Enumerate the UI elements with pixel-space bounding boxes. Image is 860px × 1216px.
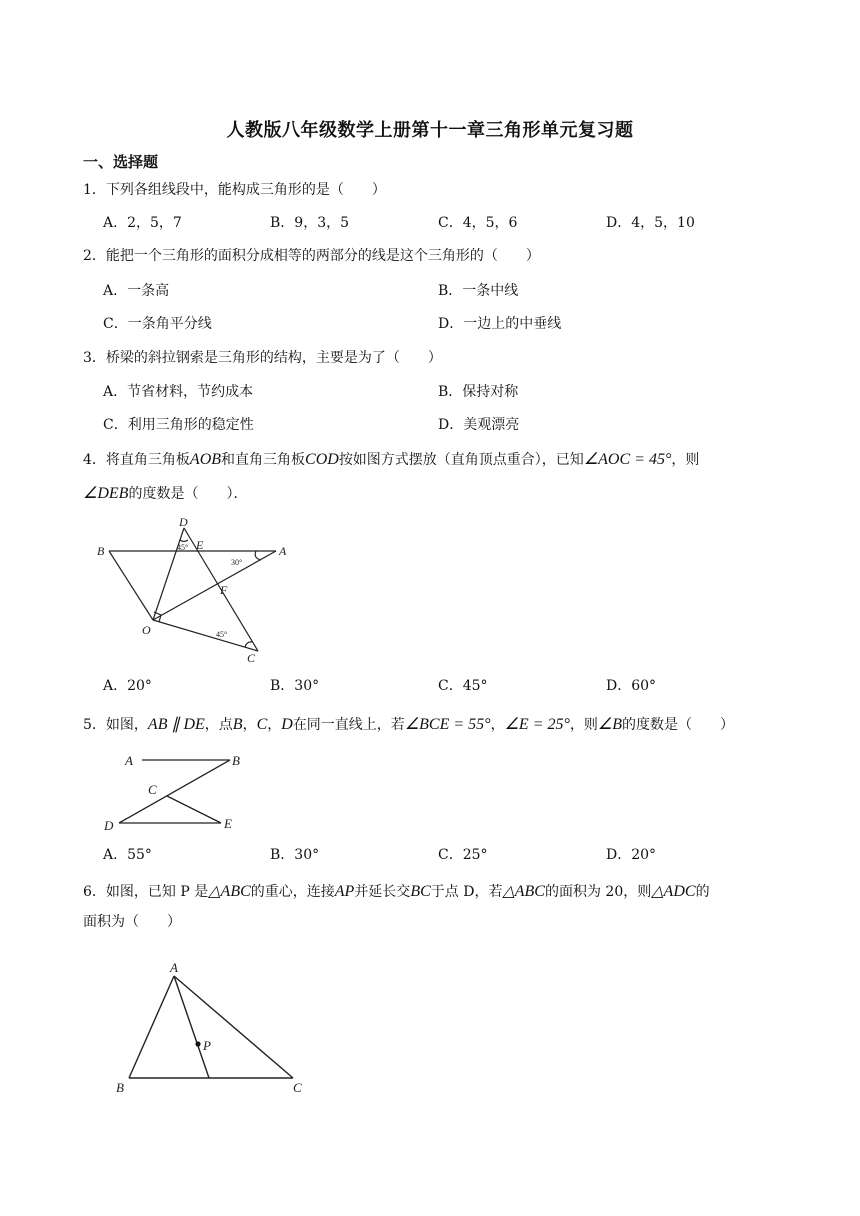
page-title: 人教版八年级数学上册第十一章三角形单元复习题 bbox=[226, 120, 634, 141]
q4-segment-oa bbox=[153, 551, 276, 620]
q5-label-b: B bbox=[232, 753, 240, 768]
question-2-option-a[interactable]: A．一条高 bbox=[103, 283, 170, 299]
q5-label-c: C bbox=[148, 782, 157, 797]
q6-label-p: P bbox=[203, 1038, 211, 1053]
q4-angle-arc-c bbox=[245, 642, 252, 647]
q4-label-c: C bbox=[247, 651, 256, 665]
q6-label-a: A bbox=[170, 960, 178, 975]
q4-angle-label-d: 45° bbox=[177, 543, 189, 552]
question-1-option-a[interactable]: A．2，5，7 bbox=[103, 215, 182, 231]
q5-label-d: D bbox=[104, 818, 114, 833]
question-2-option-d[interactable]: D．一边上的中垂线 bbox=[438, 316, 562, 332]
question-3-option-c[interactable]: C．利用三角形的稳定性 bbox=[103, 417, 254, 433]
question-6-stem: 6．如图，已知 P 是△ABC的重心，连接AP并延长交BC于点 D，若△ABC的面积为 20，则△ADC的 bbox=[83, 883, 710, 900]
q4-label-e: E bbox=[196, 538, 204, 552]
question-5-stem: 5．如图，AB ∥ DE，点B，C，D在同一直线上，若∠BCE = 55°，∠E = 25°，则∠B的度数是（ ） bbox=[83, 716, 735, 733]
question-1-option-d[interactable]: D．4，5，10 bbox=[606, 215, 695, 231]
question-3-option-a[interactable]: A．节省材料，节约成本 bbox=[103, 384, 254, 400]
question-1-option-c[interactable]: C．4，5，6 bbox=[438, 215, 518, 231]
question-5-option-d[interactable]: D．20° bbox=[606, 847, 657, 863]
question-6-stem-line2: 面积为（ ） bbox=[83, 914, 181, 930]
question-4-option-a[interactable]: A．20° bbox=[103, 678, 152, 694]
question-5-option-a[interactable]: A．55° bbox=[103, 847, 152, 863]
question-4-option-c[interactable]: C．45° bbox=[438, 678, 488, 694]
question-4-stem-line2: ∠DEB的度数是（ ）． bbox=[83, 485, 248, 502]
q4-angle-arc-a bbox=[255, 551, 261, 560]
q4-angle-arc-d bbox=[180, 540, 188, 542]
question-4-option-d[interactable]: D．60° bbox=[606, 678, 657, 694]
question-2-option-c[interactable]: C．一条角平分线 bbox=[103, 316, 212, 332]
q6-label-b: B bbox=[116, 1080, 124, 1095]
q4-label-f: F bbox=[220, 583, 228, 597]
question-1-stem: 1．下列各组线段中，能构成三角形的是（ ） bbox=[83, 182, 386, 198]
question-1-option-b[interactable]: B．9，3，5 bbox=[270, 215, 350, 231]
q5-label-a: A bbox=[125, 753, 133, 768]
question-2-option-b[interactable]: B．一条中线 bbox=[438, 283, 519, 299]
q6-label-c: C bbox=[293, 1080, 302, 1095]
question-5-option-c[interactable]: C．25° bbox=[438, 847, 488, 863]
q4-label-a: A bbox=[279, 544, 287, 558]
q4-label-o: O bbox=[142, 623, 151, 637]
q4-segment-bo bbox=[109, 551, 153, 620]
q6-point-p bbox=[195, 1041, 200, 1046]
q5-segment-bd bbox=[119, 760, 230, 823]
q4-angle-label-c: 45° bbox=[216, 630, 228, 639]
question-4-stem: 4．将直角三角板AOB和直角三角板COD按如图方式摆放（直角顶点重合），已知∠AOC = 45°，则 bbox=[83, 451, 700, 468]
q4-segment-od bbox=[153, 528, 184, 620]
question-5-figure bbox=[100, 748, 250, 836]
q4-label-b: B bbox=[97, 544, 105, 558]
question-5-option-b[interactable]: B．30° bbox=[270, 847, 320, 863]
question-4-option-b[interactable]: B．30° bbox=[270, 678, 320, 694]
question-3-option-b[interactable]: B．保持对称 bbox=[438, 384, 519, 400]
question-4-figure bbox=[95, 512, 295, 667]
q4-angle-label-a: 30° bbox=[231, 558, 243, 567]
question-3-option-d[interactable]: D．美观漂亮 bbox=[438, 417, 520, 433]
question-3-stem: 3．桥梁的斜拉钢索是三角形的结构，主要是为了（ ） bbox=[83, 350, 442, 366]
q5-segment-ce bbox=[167, 796, 221, 823]
q6-segment-ab bbox=[129, 976, 174, 1078]
section-heading: 一、选择题 bbox=[83, 153, 159, 171]
q5-label-e: E bbox=[224, 816, 232, 831]
question-6-figure bbox=[108, 958, 318, 1098]
q4-label-d: D bbox=[179, 515, 188, 529]
question-2-stem: 2．能把一个三角形的面积分成相等的两部分的线是这个三角形的（ ） bbox=[83, 248, 540, 264]
